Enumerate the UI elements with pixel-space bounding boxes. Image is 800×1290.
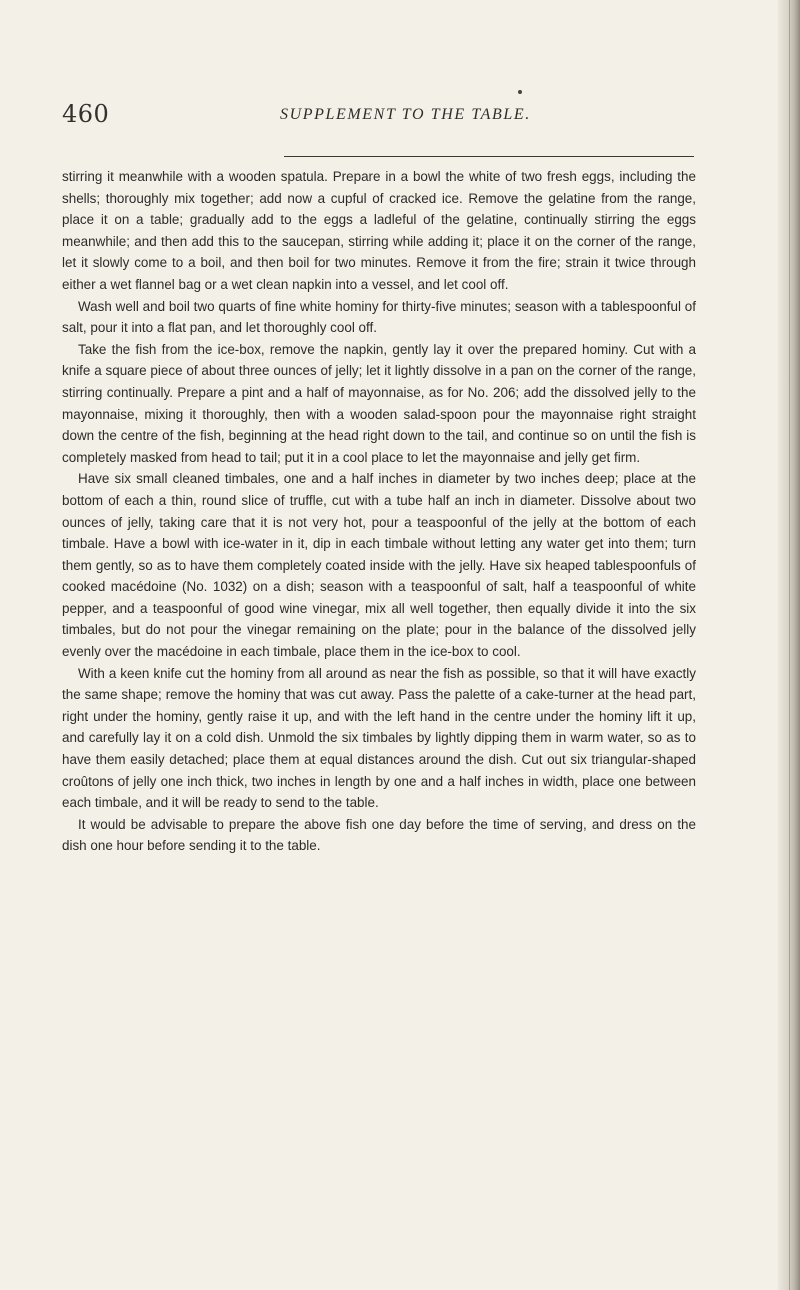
running-head: SUPPLEMENT TO THE TABLE. bbox=[280, 106, 531, 123]
paragraph: stirring it meanwhile with a wooden spatula. Prepare in a bowl the white of two fresh eggs, including the shells; thoroughly mix together; add now a cupful of cracked ice. Remove the gelatine from the range, place it on a table; gradually add to the eggs a ladleful of the gelatine, continually stirring the eggs meanwhile; and then add this to the saucepan, stirring while adding it; place it on the corner of the range, let it slowly come to a boil, and then boil for two minutes. Remove it from the fire; strain it twice through either a wet flannel bag or a wet clean napkin into a vessel, and let cool off. bbox=[62, 169, 696, 292]
paragraph: Wash well and boil two quarts of fine white hominy for thirty-five minutes; season with a tablespoonful of salt, pour it into a flat pan, and let thoroughly cool off. bbox=[62, 298, 696, 336]
header-rule bbox=[284, 156, 694, 157]
paragraph: It would be advisable to prepare the above fish one day before the time of serving, and dress on the dish one hour before sending it to the table. bbox=[62, 816, 696, 854]
page-edge-line bbox=[789, 0, 790, 1290]
paragraph: Take the fish from the ice-box, remove the napkin, gently lay it over the prepared hominy. Cut with a knife a square piece of about three ounces of jelly; let it lightly dissolve in a pan on the corner of the range, stirring continually. Prepare a pint and a half of mayonnaise, as for No. 206; add the dissolved jelly to the mayonnaise, mixing it thoroughly, then with a wooden salad-spoon pour the mayonnaise right straight down the centre of the fish, beginning at the head right down to the tail, and continue so on until the fish is completely masked from head to tail; put it in a cool place to let the mayonnaise and jelly get firm. bbox=[62, 341, 696, 465]
ink-speck bbox=[518, 90, 522, 94]
page-body bbox=[62, 166, 696, 857]
paragraph: Have six small cleaned timbales, one and a half inches in diameter by two inches deep; place at the bottom of each a thin, round slice of truffle, cut with a tube half an inch in diameter. Dissolve about two ounces of jelly, taking care that it is not very hot, pour a teaspoonful of the jelly at the bottom of each timbale. Have a bowl with ice-water in it, dip in each timbale without letting any water get into them; turn them gently, so as to have them completely coated inside with the jelly. Have six heaped tablespoonfuls of cooked macédoine (No. 1032) on a dish; season with a teaspoonful of salt, half a teaspoonful of white pepper, and a teaspoonful of good wine vinegar, mix all well together, then equally divide it into the six timbales, but do not pour the vinegar remaining on the plate; pour in the balance of the dissolved jelly evenly over the macédoine in each timbale, place them in the ice-box to cool. bbox=[62, 471, 696, 660]
page-header bbox=[62, 98, 712, 138]
page-number: 460 bbox=[62, 100, 110, 128]
paragraph: With a keen knife cut the hominy from all around as near the fish as possible, so that it will have exactly the same shape; remove the hominy that was cut away. Pass the palette of a cake-turner at the head part, right under the hominy, gently raise it up, and with the left hand in the centre under the hominy lift it up, and carefully lay it on a cold dish. Unmold the six timbales by lightly dipping them in warm water, so as to have them easily detached; place them at equal distances around the dish. Cut out six triangular-shaped croûtons of jelly one inch thick, two inches in length by one and a half inches in width, place one between each timbale, and it will be ready to send to the table. bbox=[62, 665, 696, 811]
